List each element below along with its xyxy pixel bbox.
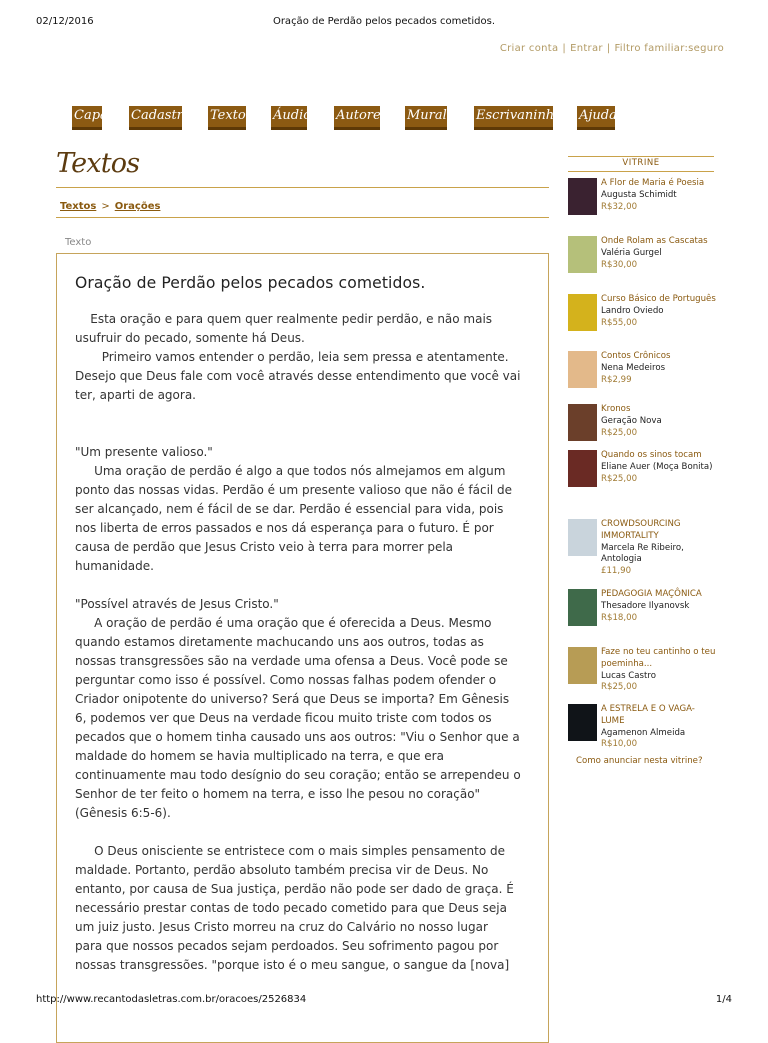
book-info — [601, 450, 716, 485]
tab-texto[interactable]: Texto — [65, 237, 92, 248]
book-cover-image[interactable] — [568, 178, 597, 215]
book-price: R$25,00 — [601, 473, 638, 484]
book-info — [601, 236, 716, 271]
text-line: quando estamos diretamente machucando uns aos outros, todas as — [75, 635, 484, 649]
text-title: Oração de Perdão pelos pecados cometidos. — [75, 274, 426, 292]
text-line: pecados que o homem tinha causado uns aos outros: "Viu o Senhor que a — [75, 730, 520, 744]
book-title-link[interactable]: A ESTRELA E O VAGA-LUME — [601, 704, 695, 726]
divider — [568, 171, 714, 172]
text-line: Esta oração e para quem quer realmente pedir perdão, e não mais — [75, 312, 493, 326]
book-author: Eliane Auer (Moça Bonita) — [601, 461, 713, 472]
divider — [56, 187, 549, 188]
login-link[interactable]: Entrar — [570, 43, 603, 54]
text-line: humanidade. — [75, 559, 154, 573]
print-page-number: 1/4 — [715, 994, 732, 1005]
text-body — [75, 310, 535, 975]
vitrine-advertise-link[interactable]: Como anunciar nesta vitrine? — [576, 756, 703, 766]
book-cover-image[interactable] — [568, 589, 597, 626]
book-title-link[interactable]: Kronos — [601, 404, 631, 414]
book-cover-image[interactable] — [568, 351, 597, 388]
book-price: R$2,99 — [601, 374, 632, 385]
text-line: Criador onipotente do universo? Será que Deus se importa? Em Gênesis — [75, 692, 510, 706]
nav-escrivaninha[interactable]: Escrivaninha — [474, 106, 553, 130]
nav-ajuda[interactable]: Ajuda — [577, 106, 615, 130]
account-links — [500, 43, 724, 54]
text-line: usufruir do pecado, somente há Deus. — [75, 331, 305, 345]
book-info — [601, 647, 716, 694]
print-footer — [36, 994, 732, 1008]
separator: | — [606, 43, 611, 54]
book-author: Thesadore Ilyanovsk — [601, 600, 690, 611]
book-title-link[interactable]: Onde Rolam as Cascatas — [601, 236, 708, 246]
text-line: A oração de perdão é uma oração que é oferecida a Deus. Mesmo — [75, 616, 492, 630]
text-line: "Possível através de Jesus Cristo." — [75, 597, 279, 611]
book-price: R$18,00 — [601, 612, 638, 623]
text-line: Uma oração de perdão é algo a que todos nós almejamos em algum — [75, 464, 506, 478]
text-line — [75, 823, 535, 842]
breadcrumb-separator: > — [101, 201, 110, 212]
breadcrumb — [60, 201, 160, 212]
book-author: Augusta Schimidt — [601, 189, 677, 200]
section-title: Textos — [56, 148, 140, 179]
book-title-link[interactable]: PEDAGOGIA MAÇÔNICA — [601, 589, 702, 599]
separator: | — [562, 43, 567, 54]
text-line — [75, 424, 535, 443]
text-line: 6, podemos ver que Deus na verdade ficou muito triste com todos os — [75, 711, 492, 725]
book-price: R$25,00 — [601, 427, 638, 438]
book-price: R$30,00 — [601, 259, 638, 270]
book-info — [601, 178, 716, 213]
breadcrumb-oracoes[interactable]: Orações — [114, 201, 161, 212]
text-line: ponto das nossas vidas. Perdão é um presente valioso que não é fácil de — [75, 483, 513, 497]
print-url: http://www.recantodasletras.com.br/oracoes/2526834 — [36, 994, 307, 1005]
book-title-link[interactable]: Contos Crônicos — [601, 351, 671, 361]
book-cover-image[interactable] — [568, 236, 597, 273]
book-info — [601, 294, 716, 329]
book-cover-image[interactable] — [568, 450, 597, 487]
text-line: entanto, por causa de Sua justiça, perdão não pode ser dado de graça. É — [75, 882, 514, 896]
book-author: Nena Medeiros — [601, 362, 666, 373]
book-cover-image[interactable] — [568, 519, 597, 556]
text-line: nossas transgressões são na verdade uma ofensa a Deus. Você pode se — [75, 654, 508, 668]
text-line — [75, 576, 535, 595]
book-author: Lucas Castro — [601, 670, 656, 681]
book-title-link[interactable]: Faze no teu cantinho o teu poeminha... — [601, 647, 716, 669]
text-line: (Gênesis 6:5-6). — [75, 806, 171, 820]
book-author: Geração Nova — [601, 415, 662, 426]
nav-textos[interactable]: Textos — [208, 106, 246, 130]
nav-audios[interactable]: Áudios — [271, 106, 307, 130]
text-line: nossas transgressões. "porque isto é o meu sangue, o sangue da [nova] — [75, 958, 510, 972]
text-line: ter, aparti de agora. — [75, 388, 196, 402]
nav-cadastro[interactable]: Cadastro — [129, 106, 182, 130]
text-line: para que nossos pecados sejam perdoados. Seu sofrimento pagou por — [75, 939, 499, 953]
nav-autores[interactable]: Autores — [334, 106, 380, 130]
book-info — [601, 704, 716, 751]
text-line: maldade do homem se havia multiplicado na terra, e que era — [75, 749, 444, 763]
book-title-link[interactable]: Quando os sinos tocam — [601, 450, 702, 460]
text-line: Desejo que Deus fale com você através desse entendimento que você vai — [75, 369, 521, 383]
text-line: um juiz justo. Jesus Cristo morreu na cruz do Calvário no nosso lugar — [75, 920, 488, 934]
book-title-link[interactable]: CROWDSOURCING IMMORTALITY — [601, 519, 681, 541]
text-line: perguntar como isso é possível. Como nossas falhas podem ofender o — [75, 673, 497, 687]
book-price: R$55,00 — [601, 317, 638, 328]
divider — [56, 217, 549, 218]
text-line: maldade. Portanto, perdão absoluto também precisa vir de Deus. No — [75, 863, 489, 877]
book-cover-image[interactable] — [568, 704, 597, 741]
text-line: O Deus onisciente se entristece com o mais simples pensamento de — [75, 844, 505, 858]
book-price: R$32,00 — [601, 201, 638, 212]
nav-mural[interactable]: Mural — [405, 106, 447, 130]
text-line: Senhor de ter feito o homem na terra, e isso lhe pesou no coração" — [75, 787, 481, 801]
book-cover-image[interactable] — [568, 294, 597, 331]
text-line: necessário prestar contas de todo pecado cometido para que Deus seja — [75, 901, 507, 915]
text-line: causa de perdão que Jesus Cristo veio à terra para morrer pela — [75, 540, 454, 554]
print-title: Oração de Perdão pelos pecados cometidos. — [272, 16, 496, 27]
text-line: "Um presente valioso." — [75, 445, 213, 459]
book-info — [601, 404, 716, 439]
text-line: ser alcançado, nem é fácil de se dar. Perdão é essencial para vida, pois — [75, 502, 504, 516]
book-cover-image[interactable] — [568, 647, 597, 684]
book-author: Valéria Gurgel — [601, 247, 662, 258]
print-header — [36, 16, 732, 30]
family-filter-link[interactable]: Filtro familiar:seguro — [614, 43, 724, 54]
book-info — [601, 519, 716, 578]
book-cover-image[interactable] — [568, 404, 597, 441]
book-info — [601, 351, 716, 386]
breadcrumb-textos[interactable]: Textos — [60, 201, 97, 212]
text-line: nos liberta de erros passados e nos dá esperança para o futuro. É por — [75, 521, 494, 535]
book-price: R$25,00 — [601, 682, 638, 693]
book-price: R$10,00 — [601, 739, 638, 750]
book-author: Marcela Re Ribeiro, Antologia — [601, 542, 684, 565]
book-title-link[interactable]: A Flor de Maria é Poesia — [601, 178, 705, 188]
book-info — [601, 589, 716, 624]
vitrine-title: VITRINE — [622, 158, 660, 168]
nav-capa[interactable]: Capa — [72, 106, 102, 130]
book-price: £11,90 — [601, 566, 632, 577]
text-line: continuamente mau todo desígnio do seu coração; então se arrependeu o — [75, 768, 521, 782]
book-author: Agamenon Almeida — [601, 727, 686, 738]
divider — [568, 156, 714, 157]
text-line — [75, 405, 535, 424]
book-author: Landro Oviedo — [601, 305, 664, 316]
print-date: 02/12/2016 — [36, 16, 94, 27]
text-line: Primeiro vamos entender o perdão, leia sem pressa e atentamente. — [75, 350, 509, 364]
create-account-link[interactable]: Criar conta — [499, 43, 559, 54]
book-title-link[interactable]: Curso Básico de Português — [601, 294, 716, 304]
